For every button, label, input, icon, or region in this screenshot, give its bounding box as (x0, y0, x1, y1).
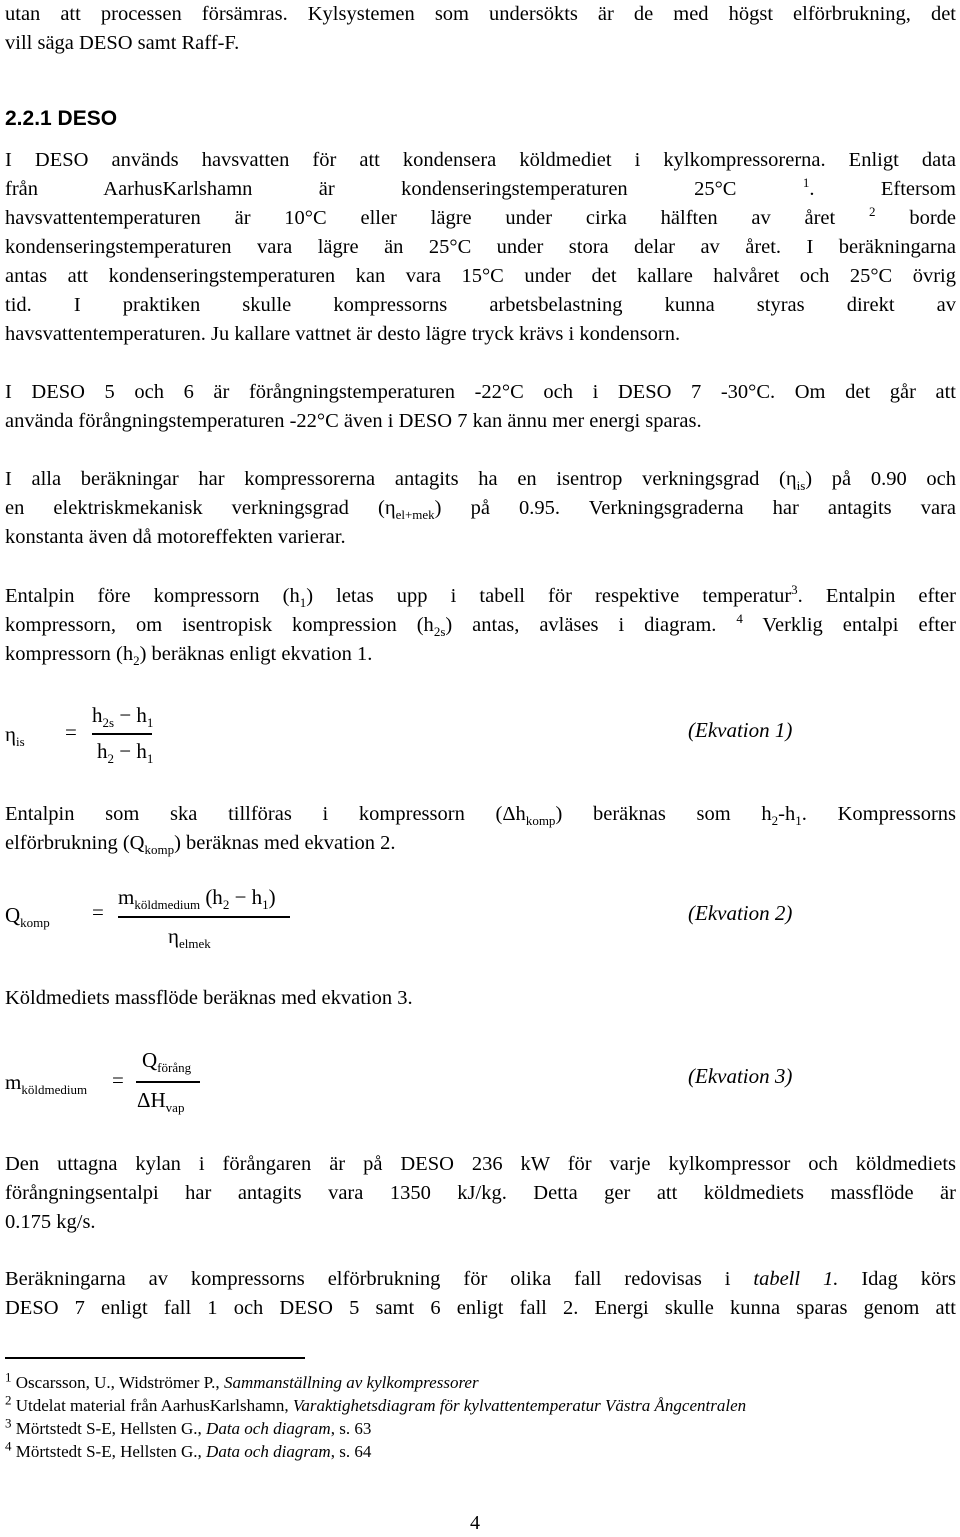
footnote-1 (5, 1369, 479, 1394)
paragraph-evaporation (5, 378, 956, 436)
paragraph-results (5, 1265, 956, 1323)
p4-text: Entalpin före kompressorn (h (5, 585, 300, 607)
eq2-label: (Ekvation 2) (688, 901, 793, 925)
eq1-numerator (92, 703, 154, 731)
p6-line-1: Köldmediets massflöde beräknas med ekvation 3. (5, 987, 413, 1009)
eq1-sub: 2s (102, 715, 115, 731)
eq2-lhs-sub: komp (20, 915, 50, 931)
p1-line-4: kondenseringstemperaturen vara lägre än 25°C under stora delar av året. I beräkningarna (5, 236, 956, 258)
p1-text: borde (909, 207, 957, 229)
footnote-tail: , s. 64 (330, 1442, 372, 1461)
footnote-title: Data och diagram (206, 1442, 331, 1461)
p2-line-1: I DESO 5 och 6 är förångningstemperaturen -22°C och i DESO 7 -30°C. Om det går att (5, 381, 956, 403)
p8-line-1 (5, 1265, 956, 1294)
eq3-dh: ΔH (137, 1088, 166, 1112)
paragraph-work (5, 800, 956, 858)
p8-text: Beräkningarna av kompressorns elförbrukning för olika fall redovisas i (5, 1268, 754, 1290)
paragraph-deso-intro (5, 146, 956, 349)
p4-text: kompressorn, om isentropisk kompression (h (5, 614, 434, 636)
p2-line-2: använda förångningstemperaturen -22°C även i DESO 7 kan ännu mer energi sparas. (5, 410, 702, 432)
footnote-number: 4 (5, 1438, 12, 1454)
p1-line-5: antas att kondenseringstemperaturen kan vara 15°C under det kallare halvåret och 25°C övrig (5, 265, 956, 287)
p3-line-1 (5, 465, 956, 494)
table-reference: tabell 1. (753, 1268, 839, 1290)
p4-sub: 2s (433, 624, 446, 640)
eq1-fraction-bar (92, 733, 152, 735)
eq2-minus: − (234, 885, 247, 909)
p4-text: ) beräknas enligt ekvation 1. (139, 643, 373, 665)
p4-line-1 (5, 582, 956, 611)
eq1-h: h (97, 739, 108, 763)
p3-text: en elektriskmekanisk verkningsgrad (η (5, 497, 396, 519)
p7-line-2: förångningsentalpi har antagits vara 1350 kJ/kg. Detta ger att köldmediets massflöde är (5, 1182, 956, 1204)
p3-sub: is (796, 478, 806, 494)
p1-text: . Eftersom (809, 178, 956, 200)
p5-sub: komp (525, 813, 556, 829)
p5-line-1 (5, 800, 956, 829)
p3-line-2 (5, 494, 956, 523)
eq3-numerator (142, 1048, 192, 1076)
eq2-sub: 2 (222, 897, 230, 913)
eq3-lhs (5, 1070, 88, 1098)
p4-text: . Entalpin efter (797, 585, 956, 607)
footnote-separator (5, 1357, 305, 1359)
p7-line-1: Den uttagna kylan i förångaren är på DESO 236 kW för varje kylkompressor och köldmediets (5, 1153, 956, 1175)
paragraph-enthalpy (5, 582, 956, 669)
p4-line-2 (5, 611, 956, 640)
eq3-q: Q (142, 1048, 158, 1072)
p5-text: . Kompressorns (801, 803, 956, 825)
p4-line-3 (5, 640, 956, 669)
eq2-sub: 1 (262, 897, 269, 913)
footnote-text: Utdelat material från AarhusKarlshamn, (15, 1396, 293, 1415)
eq1-sub: 1 (146, 715, 154, 731)
p5-sub: komp (144, 842, 175, 858)
eq3-m: m (5, 1070, 22, 1094)
footnote-ref-4: 4 (736, 611, 743, 627)
eq3-lhs-sub: köldmedium (21, 1082, 88, 1098)
eq1-lhs-sub: is (15, 734, 25, 750)
eq2-sub: köldmedium (134, 897, 201, 913)
eq1-sub: 2 (107, 751, 114, 767)
footnote-ref-3: 3 (791, 582, 798, 598)
p1-line-2 (5, 175, 956, 204)
footnote-title: Data och diagram (206, 1419, 331, 1438)
eq2-sub: elmek (178, 936, 211, 952)
footnote-ref-1: 1 (802, 175, 810, 191)
p1-line-1: I DESO används havsvatten för att kondensera köldmediet i kylkompressorerna. Enligt data (5, 149, 956, 171)
p5-sub: 1 (795, 813, 802, 829)
eq3-sub: förång (157, 1060, 192, 1076)
footnote-number: 2 (5, 1392, 12, 1408)
eq2-denominator (168, 924, 211, 952)
footnote-number: 3 (5, 1415, 12, 1431)
eq1-lhs (5, 722, 25, 750)
footnote-2 (5, 1392, 747, 1417)
footnote-ref-2: 2 (869, 204, 876, 220)
p5-text: ) beräknas som h (555, 803, 772, 825)
p4-sub: 2 (133, 653, 140, 669)
p5-text: elförbrukning (Q (5, 832, 145, 854)
eq2-paren: ) (268, 885, 276, 909)
eq3-label: (Ekvation 3) (688, 1064, 793, 1088)
eq2-h: h (251, 885, 263, 909)
p3-text: I alla beräkningar har kompressorerna antagits ha en isentrop verkningsgrad (η (5, 468, 797, 490)
footnote-4 (5, 1438, 372, 1463)
eq1-eta: η (5, 722, 16, 746)
footnote-text: Mörtstedt S-E, Hellsten G., (15, 1442, 207, 1461)
intro-line-2: vill säga DESO samt Raff-F. (5, 32, 240, 54)
footnote-text: Oscarsson, U., Widströmer P., (15, 1373, 224, 1392)
eq2-paren: (h (205, 885, 223, 909)
eq1-minus: − (119, 739, 132, 763)
p3-text: ) på 0.95. Verkningsgraderna har antagits vara (434, 497, 956, 519)
p4-text: ) antas, avläses i diagram. (445, 614, 717, 636)
p3-line-3: konstanta även då motoreffekten varierar. (5, 526, 346, 548)
p4-text: ) letas upp i tabell för respektive temperatur (306, 585, 792, 607)
eq1-h: h (136, 703, 147, 727)
footnote-title: Sammanställning av kylkompressorer (223, 1373, 479, 1392)
footnote-3 (5, 1415, 372, 1440)
p3-sub: el+mek (395, 507, 435, 523)
p5-text: ) beräknas med ekvation 2. (174, 832, 396, 854)
eq3-fraction-bar (136, 1081, 200, 1083)
p8-line-2: DESO 7 enligt fall 1 och DESO 5 samt 6 enligt fall 2. Energi skulle kunna sparas genom att (5, 1297, 956, 1319)
p8-text: Idag körs (838, 1268, 956, 1290)
section-heading: 2.2.1 DESO (5, 107, 118, 130)
p5-sub: 2 (771, 813, 779, 829)
eq1-minus: − (119, 703, 132, 727)
p4-sub: 1 (299, 595, 307, 611)
eq2-q: Q (5, 903, 21, 927)
p5-text: -h (778, 803, 796, 825)
p4-text: kompressorn (h (5, 643, 134, 665)
footnote-tail: , s. 63 (330, 1419, 372, 1438)
eq2-m: m (118, 885, 135, 909)
p1-text: från AarhusKarlshamn är kondenseringstemperaturen 25°C (5, 178, 737, 200)
p7-line-3: 0.175 kg/s. (5, 1211, 96, 1233)
eq2-numerator (118, 885, 276, 913)
p1-line-6: tid. I praktiken skulle kompressorns arbetsbelastning kunna styras direkt av (5, 294, 956, 316)
eq2-lhs (5, 903, 50, 931)
eq1-equals: = (65, 720, 77, 744)
eq2-fraction-bar (118, 916, 290, 918)
eq3-equals: = (112, 1068, 124, 1092)
eq1-sub: 1 (146, 751, 154, 767)
footnote-text: Mörtstedt S-E, Hellsten G., (15, 1419, 207, 1438)
p4-text: Verklig entalpi efter (742, 614, 956, 636)
paragraph-efficiency (5, 465, 956, 552)
eq3-sub: vap (165, 1100, 185, 1116)
p1-line-3 (5, 204, 956, 233)
page-number: 4 (470, 1512, 480, 1534)
eq1-label: (Ekvation 1) (688, 718, 793, 742)
eq2-eta: η (168, 924, 179, 948)
p5-text: Entalpin som ska tillföras i kompressorn (Δh (5, 803, 526, 825)
p5-line-2 (5, 829, 956, 858)
p1-line-7: havsvattentemperaturen. Ju kallare vattnet är desto lägre tryck krävs i kondensorn. (5, 323, 681, 345)
footnote-title: Varaktighetsdiagram för kylvattentemperatur Västra Ångcentralen (292, 1396, 747, 1415)
paragraph-cooling (5, 1150, 956, 1237)
intro-line-1: utan att processen försämras. Kylsystemen som undersökts är de med högst elförbrukning, det (5, 3, 956, 25)
eq1-h: h (92, 703, 103, 727)
p3-text: ) på 0.90 och (805, 468, 956, 490)
footnote-number: 1 (5, 1369, 12, 1385)
eq1-denominator (97, 739, 154, 767)
eq1-h: h (136, 739, 147, 763)
eq2-equals: = (92, 900, 104, 924)
paragraph-massflow-intro (5, 984, 956, 1013)
eq3-denominator (137, 1088, 185, 1116)
p1-text: havsvattentemperaturen är 10°C eller lägre under cirka hälften av året (5, 207, 836, 229)
intro-paragraph (5, 0, 956, 58)
